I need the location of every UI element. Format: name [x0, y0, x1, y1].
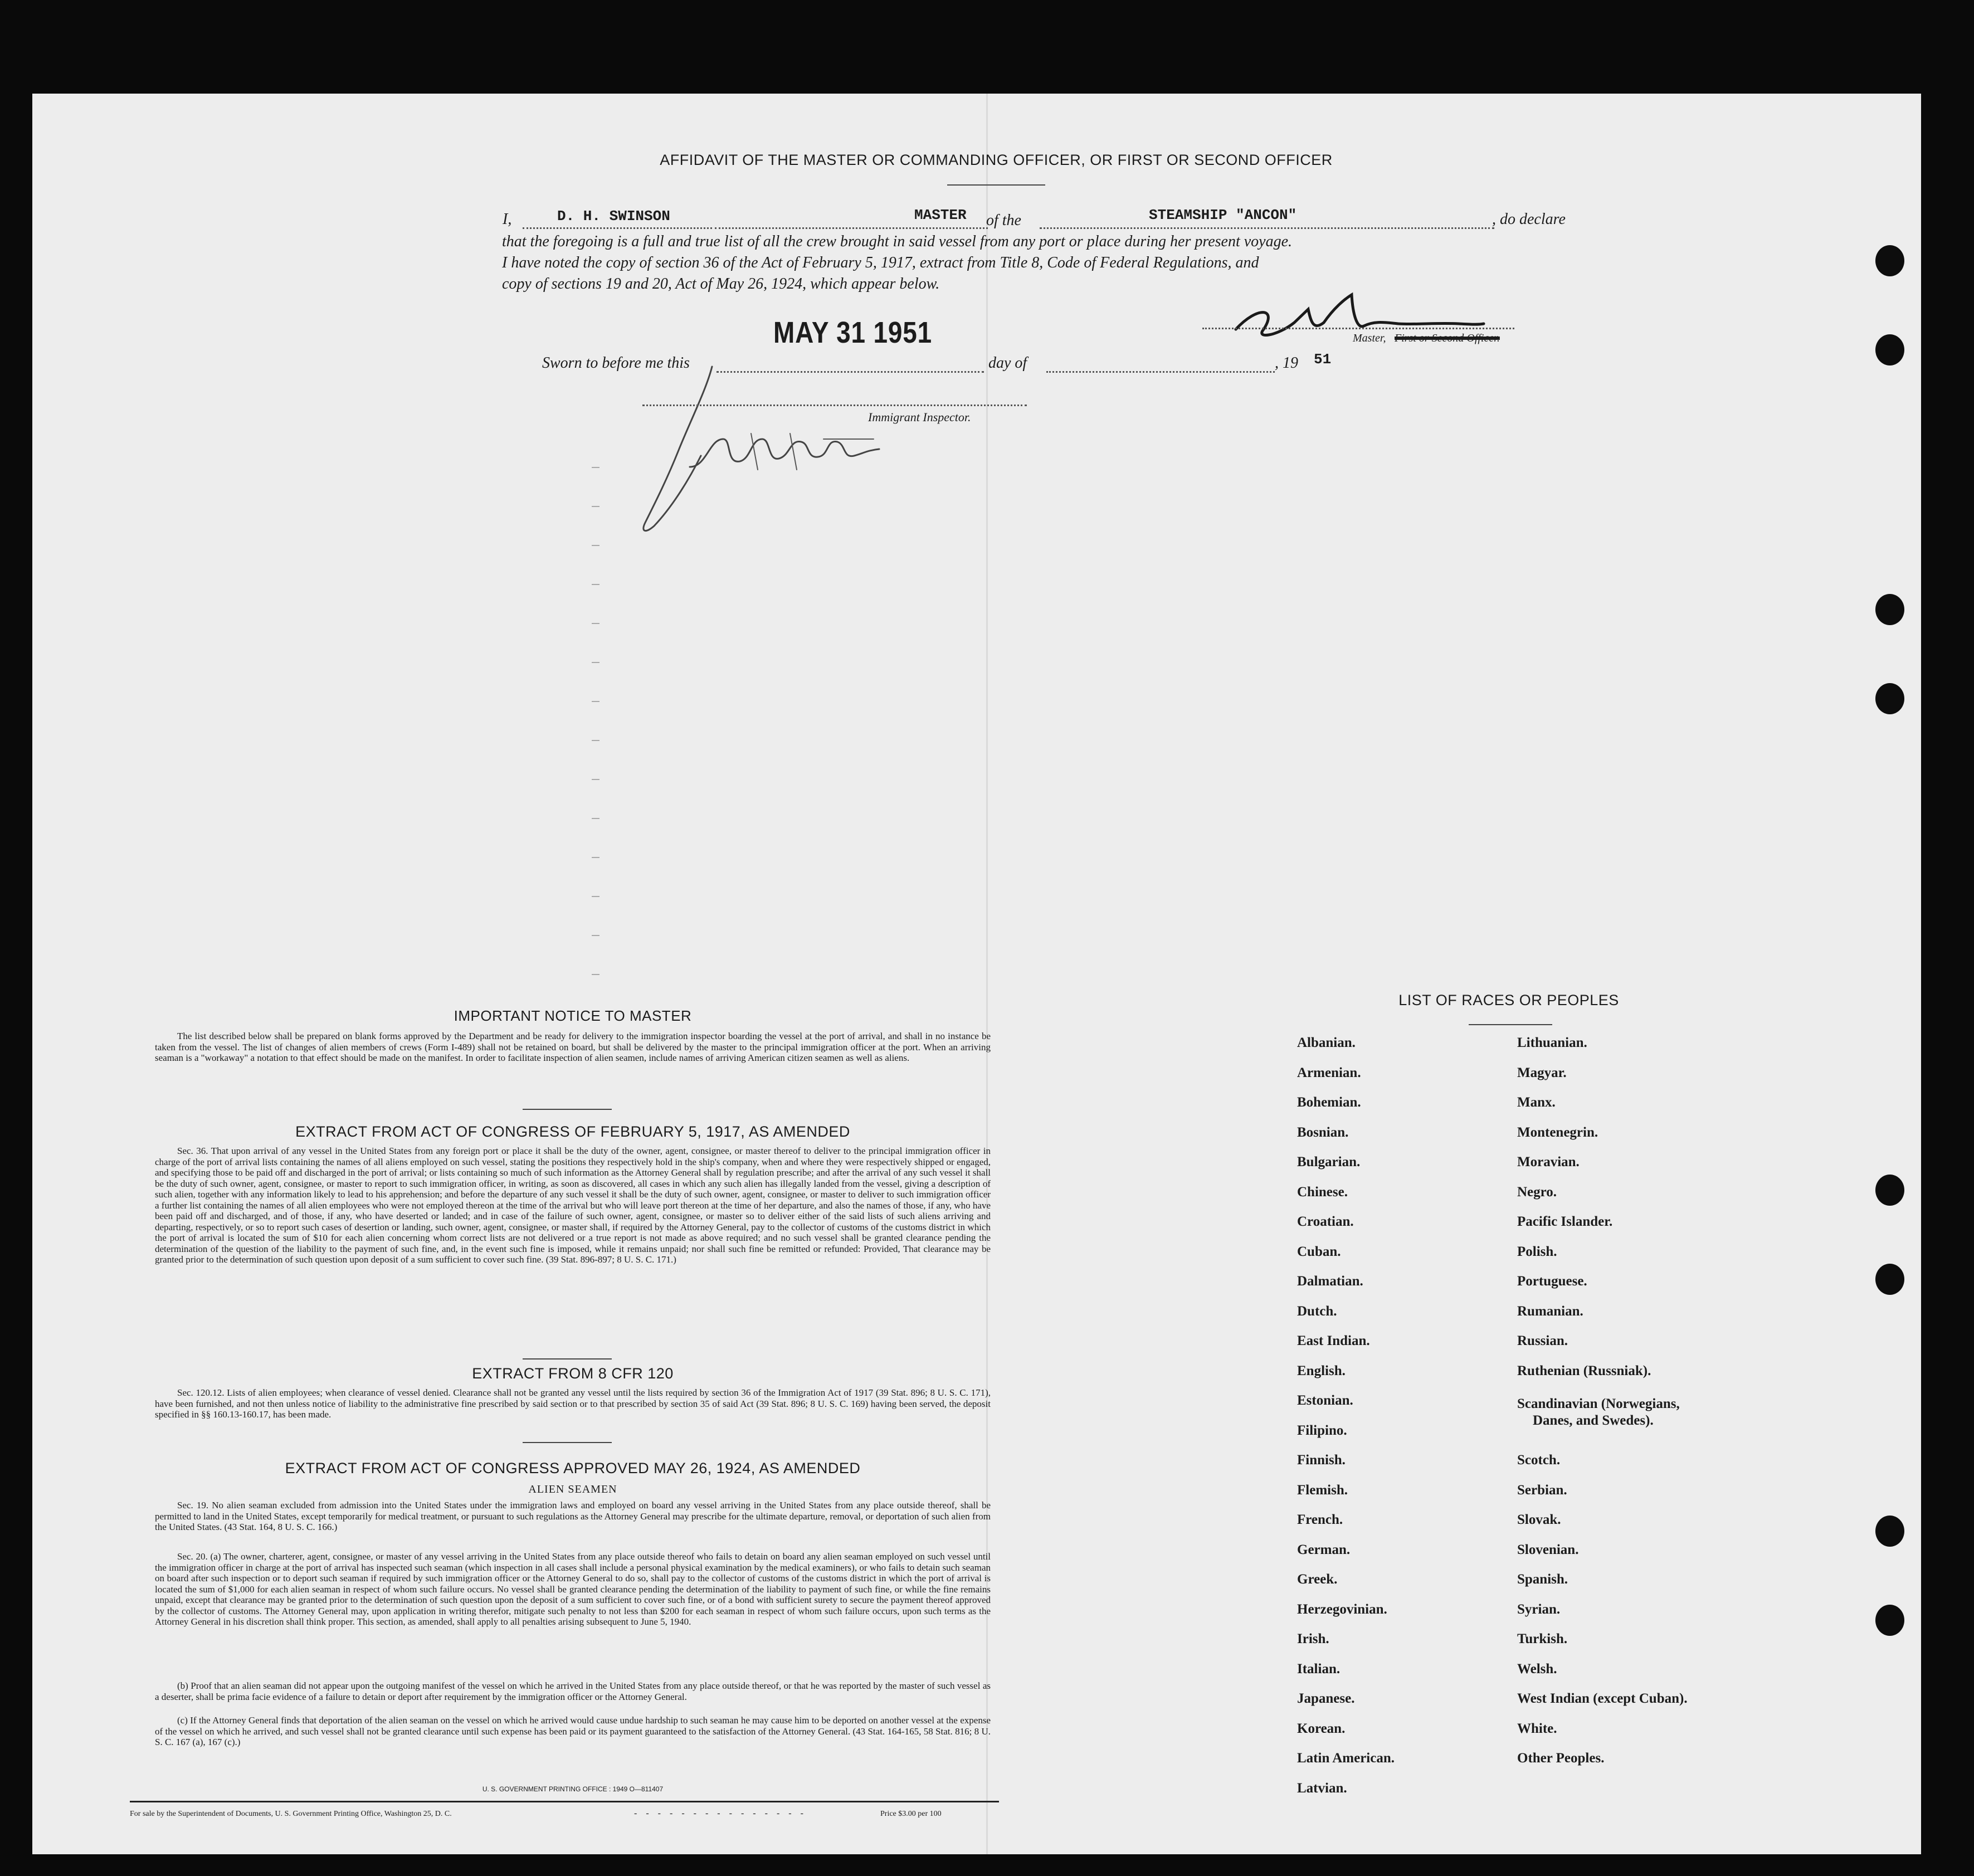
year-prefix: , 19	[1275, 354, 1298, 372]
race-item: Japanese.	[1297, 1691, 1355, 1706]
blank-rule-mark	[592, 506, 599, 507]
of-the-label: of the	[986, 212, 1021, 229]
blank-rule-mark	[592, 584, 599, 585]
race-item: Estonian.	[1297, 1393, 1353, 1408]
notice-rule	[523, 1109, 612, 1110]
master-caption: Master,	[1353, 332, 1386, 344]
race-item: Scotch.	[1517, 1453, 1561, 1468]
extract-1924-title: EXTRACT FROM ACT OF CONGRESS APPROVED MAY 26, 1924, AS AMENDED	[285, 1460, 861, 1477]
extract-1917-rule	[523, 1358, 612, 1360]
declaration-line-3: copy of sections 19 and 20, Act of May 26, 1924, which appear below.	[502, 275, 940, 293]
binder-hole	[1875, 1516, 1904, 1547]
declaration-line-1: that the foregoing is a full and true list of all the crew brought in said vessel from any port or place during her present voyage.	[502, 233, 1293, 250]
day-of-label: day of	[988, 354, 1027, 372]
races-title-rule	[1469, 1024, 1552, 1025]
race-item: Manx.	[1517, 1095, 1556, 1110]
printing-office-line: U. S. GOVERNMENT PRINTING OFFICE : 1949 O—811407	[482, 1785, 664, 1793]
race-item: Bosnian.	[1297, 1124, 1349, 1140]
race-item: French.	[1297, 1512, 1343, 1527]
rank-line	[715, 227, 988, 229]
inspector-signature	[612, 355, 901, 589]
race-item: Flemish.	[1297, 1482, 1348, 1498]
race-item: Rumanian.	[1517, 1303, 1583, 1319]
blank-rule-mark	[592, 740, 599, 741]
race-item: Herzegovinian.	[1297, 1601, 1387, 1617]
race-item: Dutch.	[1297, 1303, 1337, 1319]
extract-cfr-title: EXTRACT FROM 8 CFR 120	[472, 1365, 674, 1382]
extract-1917-body: Sec. 36. That upon arrival of any vessel in the United States from any foreign port or place it shall be the duty of the owner, agent, consignee, or master thereof to deliver to the principal immigration officer in charge of the port of arrival lists containing the names of all aliens employed on such vessel, stating the positions they respectively hold in the ship's company, when and where they were respectively shipped or engaged, and specifying those to be paid off and discharged in the port of arrival; or lists containing so much of such information as the Attorney General shall by regulation prescribe; and after the arrival of any such vessel it shall be the duty of such owner, agent, consignee, or master to report to such immigration officer, in writing, as soon as discovered, all cases in which any such alien has illegally landed from the vessel, giving a description of such alien, together with any information likely to lead to his apprehension; and before the departure of any such vessel it shall be the duty of such owner, agent, consignee, or master to deliver to such immigration officer a further list containing the names of all alien employees who were not employed thereon at the time of the arrival but who will leave port thereon at the time of her departure, and also the names of those, if any, who have been paid off and discharged, and of those, if any, who have deserted or landed; and in case of the failure of such owner, agent, consignee, or master so to deliver either of the said lists of such aliens arriving and departing, respectively, or so to report such cases of desertion or landing, such owner, agent, consignee, or master shall, if required by the Attorney General, pay to the collector of customs of the customs district in which the port of arrival is located the sum of $10 for each alien concerning whom correct lists are not delivered or a true report is not made as above required; and no such vessel shall be granted clearance pending the determination of the question of the liability to the payment of such fine, and, in the event such fine is imposed, while it remains unpaid; nor shall such fine be remitted or refunded: Provided, That clearance may be granted prior to the determination of such question upon deposit of a sum sufficient to cover such fine. (39 Stat. 896-897; 8 U. S. C. 171.)	[155, 1146, 991, 1265]
race-item: Italian.	[1297, 1661, 1341, 1677]
year-suffix: 51	[1314, 351, 1332, 368]
race-item: Irish.	[1297, 1631, 1329, 1646]
races-title: LIST OF RACES OR PEOPLES	[1398, 992, 1619, 1008]
master-rank: MASTER	[914, 207, 967, 223]
extract-1917-title: EXTRACT FROM ACT OF CONGRESS OF FEBRUARY 5, 1917, AS AMENDED	[295, 1123, 850, 1140]
race-item: Slovak.	[1517, 1512, 1561, 1527]
sworn-month-line	[1046, 371, 1275, 373]
vessel-name: STEAMSHIP "ANCON"	[1149, 207, 1297, 223]
notice-title: IMPORTANT NOTICE TO MASTER	[454, 1007, 692, 1024]
race-item: Chinese.	[1297, 1184, 1348, 1200]
form-sheet	[32, 94, 1921, 1854]
master-signature-line	[1202, 328, 1514, 329]
race-item: Portuguese.	[1517, 1274, 1587, 1289]
notice-body: The list described below shall be prepared on blank forms approved by the Department and be ready for delivery to the immigration inspector boarding the vessel at the port of arrival, and shall in no instance be taken from the vessel. The list of changes of alien members of crews (Form I-489) shall not be retained on board, but shall be delivered by the master to the principal immigration officer at the port. When an arriving seaman is a "workaway" a notation to that effect should be made on the manifest. In order to facilitate inspection of alien seamen, include names of arriving American citizen seamen as well as aliens.	[155, 1031, 991, 1063]
footer-for-sale: For sale by the Superintendent of Documents, U. S. Government Printing Office, Washington 25, D. C.	[130, 1810, 452, 1818]
race-item: Ruthenian (Russniak).	[1517, 1363, 1651, 1378]
blank-rule-mark	[592, 662, 599, 663]
race-item: Serbian.	[1517, 1482, 1567, 1498]
race-item: Korean.	[1297, 1721, 1346, 1736]
blank-rule-mark	[592, 467, 599, 468]
race-item: English.	[1297, 1363, 1346, 1378]
extract-cfr-rule	[523, 1442, 612, 1443]
extract-1924-subtitle: ALIEN SEAMEN	[528, 1483, 617, 1495]
race-item: Negro.	[1517, 1184, 1557, 1200]
binder-hole	[1875, 683, 1904, 714]
race-item: Latvian.	[1297, 1780, 1347, 1796]
affidavit-title: AFFIDAVIT OF THE MASTER OR COMMANDING OFFICER, OR FIRST OR SECOND OFFICER	[660, 152, 1333, 168]
race-item: East Indian.	[1297, 1333, 1370, 1348]
race-item: White.	[1517, 1721, 1557, 1736]
extract-1924-sec20a: Sec. 20. (a) The owner, charterer, agent, consignee, or master of any vessel arriving in the United States from any place outside thereof who fails to detain on board any alien seaman employed on such vessel until the immigration officer in charge at the port of arrival has inspected such seaman (which inspection in all cases shall include a personal physical examination by the medical examiners), or who fails to detain such seaman on board after such inspection or to deport such seaman if required by such immigration officer or the Attorney General to do so, shall pay to the collector of customs of the customs district in which the port of arrival is located the sum of $1,000 for each alien seaman in respect of whom such failure occurs. No vessel shall be granted clearance pending the determination of the liability to payment of such fine, or while the fine remains unpaid, except that clearance may be granted prior to the determination of such question upon the deposit of a sum sufficient to cover such fine, or of a bond with sufficient surety to secure the payment thereof approved by the collector of customs. The Attorney General may, upon application in writing therefor, mitigate such penalty to not less than $200 for each seaman in respect of whom such failure occurs, upon such terms as the Attorney General in his discretion shall think proper. This section, as amended, shall apply to all penalties arising subsequent to June 5, 1940.	[155, 1551, 991, 1627]
struck-officer-text: First or Second Officer.	[1395, 332, 1500, 344]
affidavit-title-rule	[947, 184, 1045, 186]
blank-rule-mark	[592, 623, 599, 624]
vessel-line	[1040, 227, 1494, 229]
race-item: West Indian (except Cuban).	[1517, 1691, 1688, 1706]
master-name: D. H. SWINSON	[557, 208, 670, 225]
inspector-caption: Immigrant Inspector.	[868, 410, 971, 424]
race-item: Spanish.	[1517, 1572, 1568, 1587]
blank-rule-mark	[592, 935, 599, 936]
binder-hole	[1875, 1264, 1904, 1295]
sworn-label: Sworn to before me this	[542, 354, 690, 372]
race-item: Latin American.	[1297, 1751, 1395, 1766]
blank-rule-mark	[592, 896, 599, 897]
footer-rule	[130, 1801, 999, 1802]
extract-cfr-body: Sec. 120.12. Lists of alien employees; when clearance of vessel denied. Clearance shall not be granted any vessel until the lists required by section 36 of the Immigration Act of 1917 (39 Stat. 896; 8 U. S. C. 171), have been furnished, and not then unless notice of liability to the administrative fine prescribed by said section or to that prescribed by section 35 of said Act (39 Stat. 896; 8 U. S. C. 169) having been served, the deposit specified in §§ 160.13-160.17, has been made.	[155, 1387, 991, 1420]
race-item: Scandinavian (Norwegians,	[1517, 1396, 1680, 1411]
race-item: Dalmatian.	[1297, 1274, 1363, 1289]
name-line	[523, 227, 712, 229]
do-declare-label: , do declare	[1492, 211, 1566, 228]
binder-holes	[1810, 94, 1921, 1854]
binder-hole	[1875, 334, 1904, 366]
race-item: Bulgarian.	[1297, 1154, 1361, 1170]
inspector-signature-line	[642, 405, 1027, 406]
race-item: Pacific Islander.	[1517, 1214, 1613, 1229]
race-item: Magyar.	[1517, 1065, 1567, 1080]
race-item: Cuban.	[1297, 1244, 1341, 1259]
race-item: Bohemian.	[1297, 1095, 1361, 1110]
blank-rule-mark	[592, 857, 599, 858]
race-item: Welsh.	[1517, 1661, 1557, 1677]
race-item: Filipino.	[1297, 1422, 1347, 1438]
race-item: Finnish.	[1297, 1453, 1346, 1468]
blank-rule-mark	[592, 779, 599, 780]
declaration-line-2: I have noted the copy of section 36 of the Act of February 5, 1917, extract from Title 8, Code of Federal Regulations, and	[502, 254, 1259, 271]
extract-1924-sec20c: (c) If the Attorney General finds that deportation of the alien seaman on the vessel on which he arrived would cause undue hardship to such seaman he may cause him to be deported on another vessel at the expense of the vessel on which he arrived, and such vessel shall not be granted clearance until such expense has been paid or its payment guaranteed to the satisfaction of the Attorney General. (43 Stat. 164-165, 58 Stat. 816; 8 U. S. C. 167 (a), 167 (c).)	[155, 1715, 991, 1747]
race-item: Greek.	[1297, 1572, 1338, 1587]
blank-rule-mark	[592, 701, 599, 702]
race-item: Syrian.	[1517, 1601, 1561, 1617]
race-item: Armenian.	[1297, 1065, 1361, 1080]
race-item: Croatian.	[1297, 1214, 1354, 1229]
race-item: German.	[1297, 1542, 1351, 1557]
race-item: Slovenian.	[1517, 1542, 1579, 1557]
extract-1924-sec19: Sec. 19. No alien seaman excluded from admission into the United States under the immigration laws and employed on board any vessel arriving in the United States from any place outside thereof, shall be permitted to land in the United States, except temporarily for medical treatment, or pursuant to such regulations as the Attorney General may prescribe for the ultimate departure, removal, or deportation of such alien from the United States. (43 Stat. 164, 8 U. S. C. 166.)	[155, 1500, 991, 1532]
binder-hole	[1875, 245, 1904, 276]
date-stamp: MAY 31 1951	[773, 316, 932, 349]
blank-rule-mark	[592, 818, 599, 819]
race-item: Montenegrin.	[1517, 1124, 1598, 1140]
race-item: Lithuanian.	[1517, 1035, 1587, 1050]
binder-hole	[1875, 1175, 1904, 1206]
footer-dashes: - - - - - - - - - - - - - - -	[634, 1809, 807, 1818]
binder-hole	[1875, 1605, 1904, 1636]
binder-hole	[1875, 594, 1904, 625]
footer-price: Price $3.00 per 100	[880, 1810, 942, 1818]
race-item: Polish.	[1517, 1244, 1557, 1259]
race-item: Albanian.	[1297, 1035, 1356, 1050]
affidavit-i-label: I,	[503, 211, 512, 228]
extract-1924-sec20b: (b) Proof that an alien seaman did not appear upon the outgoing manifest of the vessel on which he arrived in the United States from any place outside thereof, or that he was reported by the master of such vessel as a deserter, shall be prima facie evidence of a failure to detain or deport after requirement by the immigration officer or the Attorney General.	[155, 1680, 991, 1702]
race-item: Danes, and Swedes).	[1533, 1412, 1654, 1428]
race-item: Turkish.	[1517, 1631, 1568, 1646]
blank-rule-mark	[592, 974, 599, 975]
blank-rule-mark	[592, 545, 599, 546]
race-item: Other Peoples.	[1517, 1751, 1605, 1766]
race-item: Moravian.	[1517, 1154, 1580, 1170]
race-item: Russian.	[1517, 1333, 1568, 1348]
